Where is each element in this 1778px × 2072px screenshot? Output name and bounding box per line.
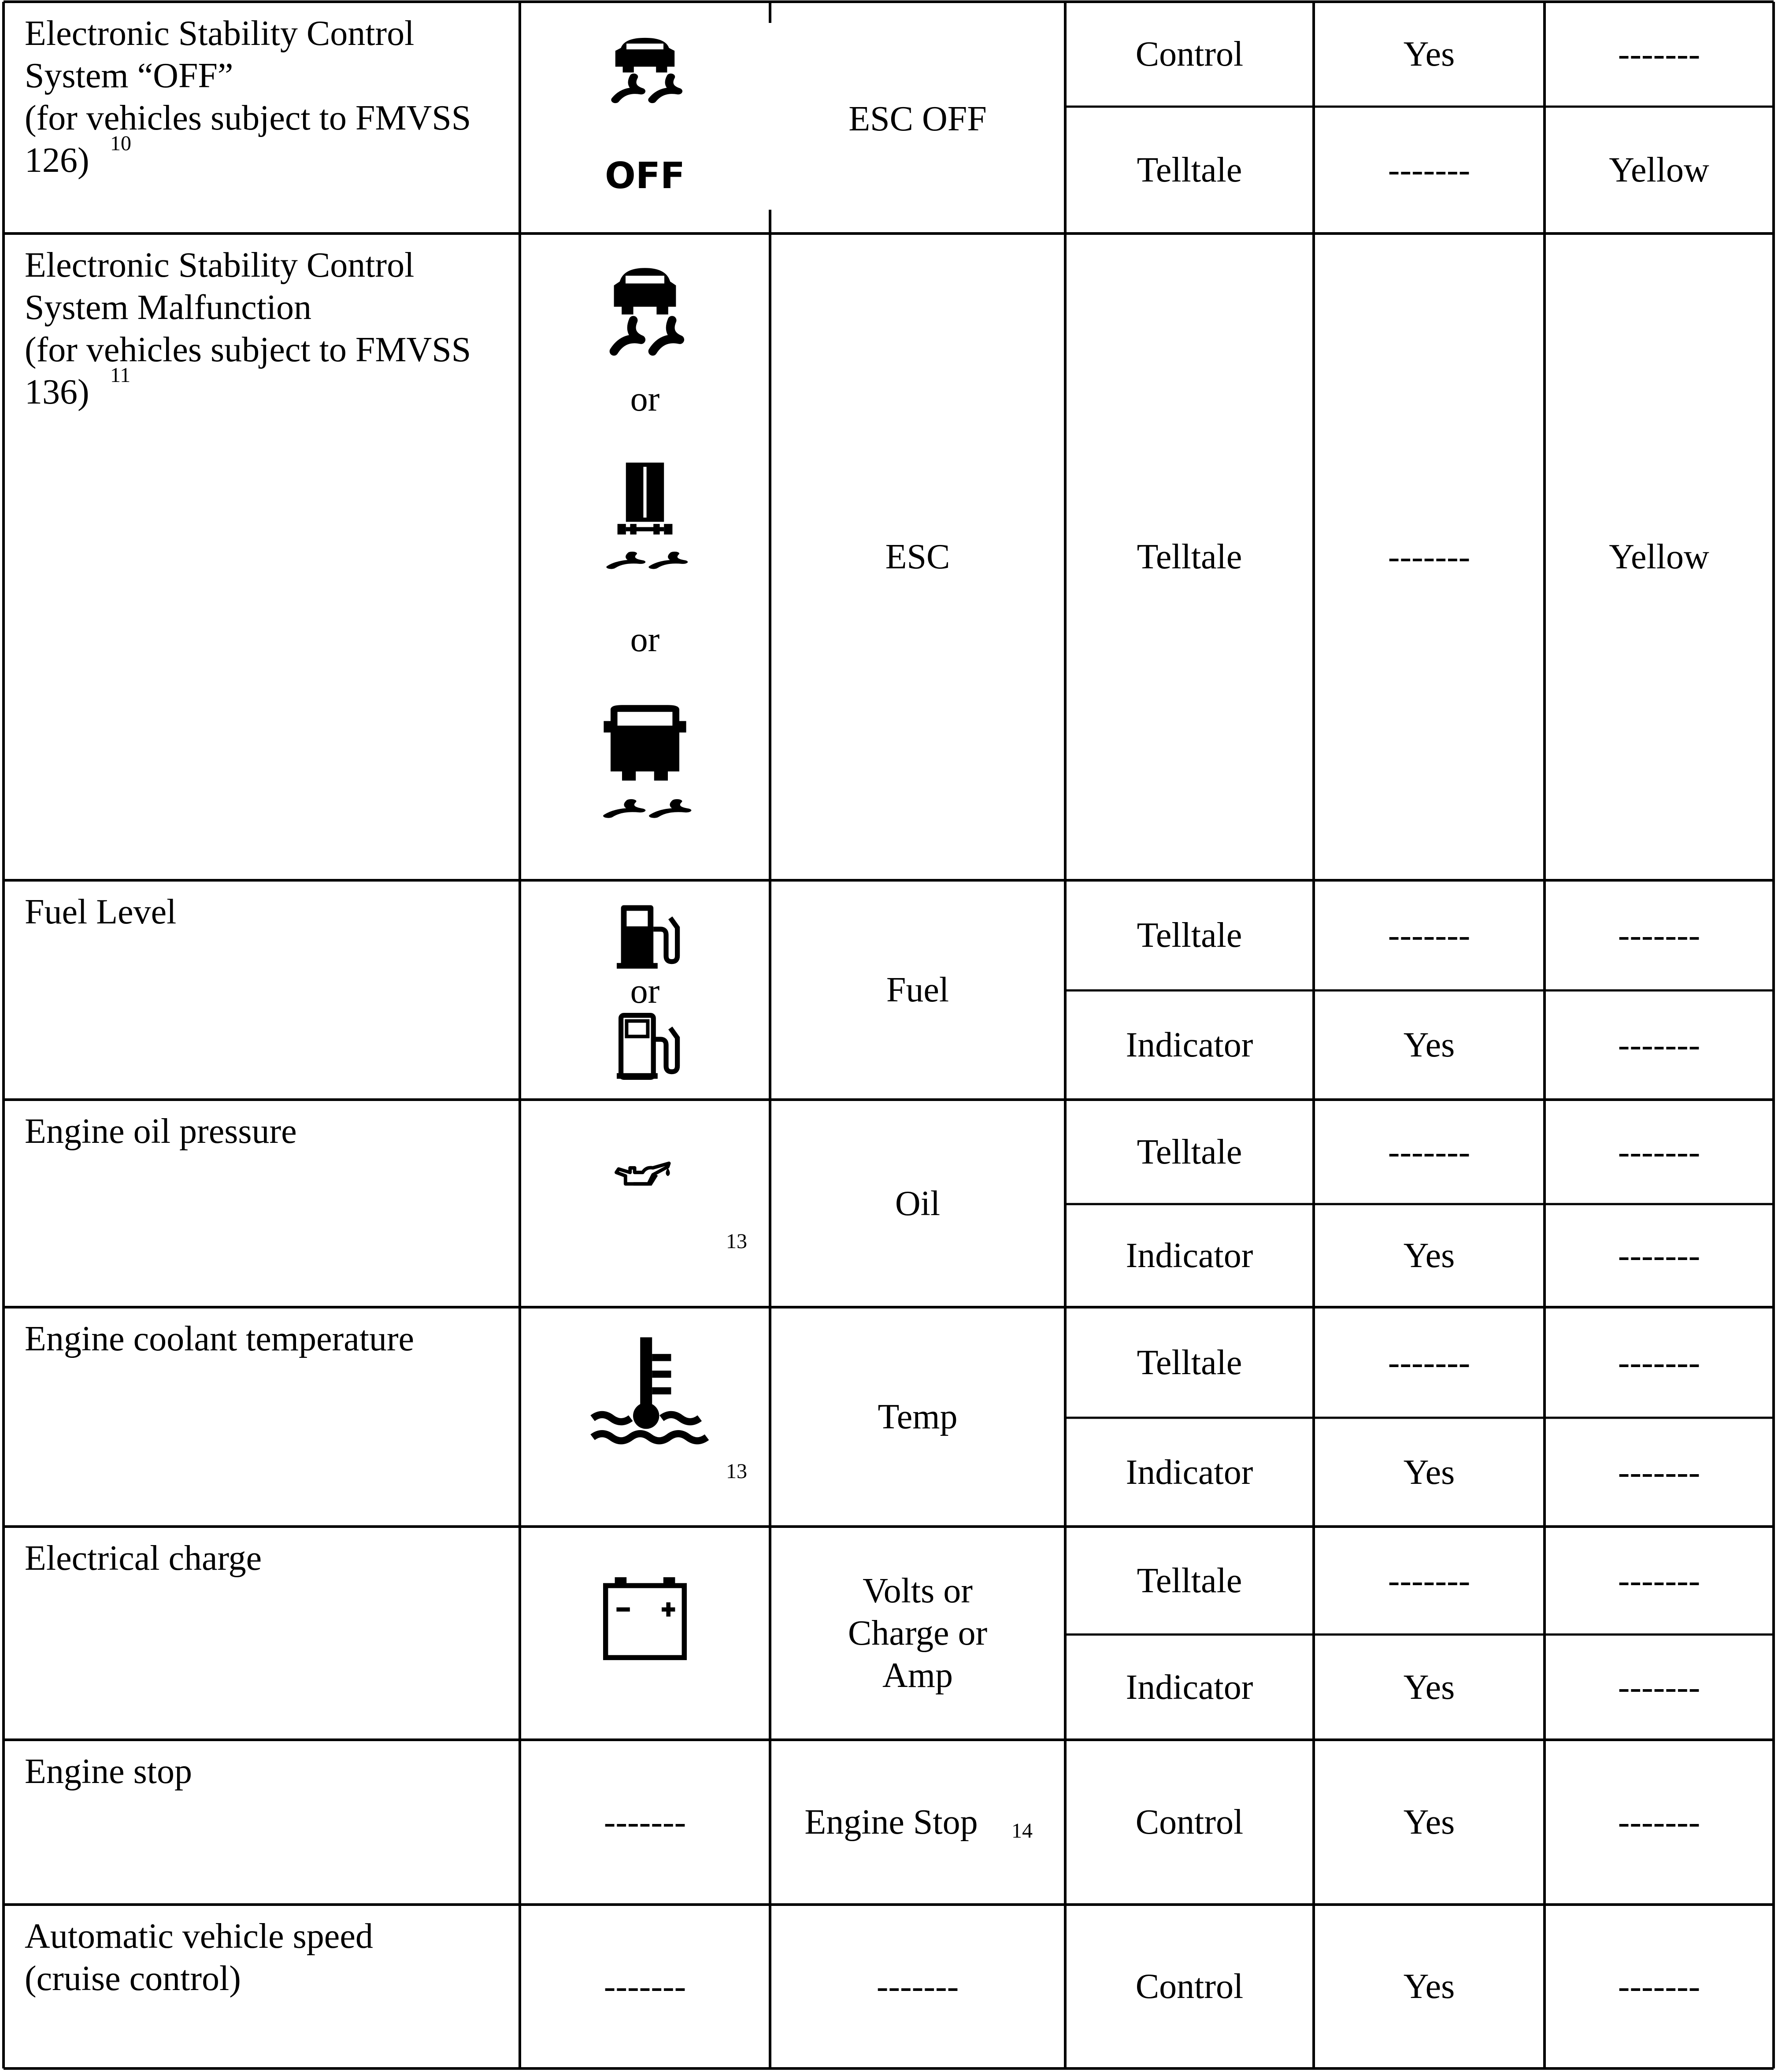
row-description: Engine coolant temperature	[25, 1320, 415, 1358]
esc-off-label: OFF	[605, 155, 685, 197]
illumination-cell: Indicator	[1126, 1668, 1253, 1707]
color-cell: Yellow	[1609, 151, 1709, 189]
color-cell: -------	[1618, 1803, 1700, 1842]
illumination-required-cell: Yes	[1403, 1453, 1455, 1492]
illumination-cell: Telltale	[1137, 1132, 1242, 1171]
color-cell: -------	[1618, 1453, 1700, 1492]
illumination-required-cell: -------	[1388, 537, 1471, 576]
symbol-footnote: 13	[726, 1460, 747, 1483]
illumination-cell: Control	[1135, 35, 1244, 74]
row-description: Electronic Stability Control	[25, 14, 415, 53]
color-cell: -------	[1618, 1236, 1700, 1275]
illumination-cell: Telltale	[1137, 151, 1242, 189]
color-cell: -------	[1618, 1026, 1700, 1064]
color-cell: -------	[1618, 1668, 1700, 1707]
color-cell: -------	[1618, 35, 1700, 74]
illumination-cell: Telltale	[1137, 1561, 1242, 1600]
row-description: (for vehicles subject to FMVSS	[25, 330, 471, 369]
row-description: 136)	[25, 373, 89, 411]
symbol-footnote: 13	[726, 1230, 747, 1253]
words-cell: Amp	[882, 1656, 953, 1695]
row-description: Automatic vehicle speed	[25, 1917, 373, 1956]
illumination-cell: Telltale	[1137, 1343, 1242, 1382]
or-text: or	[630, 380, 660, 419]
words-cell: ESC	[885, 537, 950, 576]
color-cell: -------	[1618, 1132, 1700, 1171]
words-cell: Volts or	[863, 1572, 973, 1610]
row-description: System Malfunction	[25, 288, 312, 327]
illumination-required-cell: Yes	[1403, 1803, 1455, 1842]
color-cell: -------	[1618, 1967, 1700, 2006]
description-footnote: 11	[110, 363, 131, 387]
row-description: 126)	[25, 141, 89, 180]
row-description: Electronic Stability Control	[25, 246, 415, 285]
illumination-required-cell: Yes	[1403, 1236, 1455, 1275]
row-description: Electrical charge	[25, 1539, 262, 1578]
description-footnote: 10	[110, 132, 131, 155]
color-cell: Yellow	[1609, 537, 1709, 576]
illumination-cell: Indicator	[1126, 1453, 1253, 1492]
illumination-cell: Control	[1135, 1967, 1244, 2006]
illumination-required-cell: Yes	[1403, 1026, 1455, 1064]
illumination-cell: Telltale	[1137, 537, 1242, 576]
color-cell: -------	[1618, 1343, 1700, 1382]
row-description: Engine stop	[25, 1752, 192, 1791]
illumination-cell: Indicator	[1126, 1026, 1253, 1064]
row-description: Fuel Level	[25, 893, 177, 931]
illumination-required-cell: Yes	[1403, 35, 1455, 74]
words-cell: Oil	[895, 1184, 941, 1223]
illumination-cell: Control	[1135, 1803, 1244, 1842]
color-cell: -------	[1618, 916, 1700, 955]
illumination-required-cell: Yes	[1403, 1967, 1455, 2006]
illumination-required-cell: -------	[1388, 1343, 1471, 1382]
illumination-cell: Telltale	[1137, 916, 1242, 955]
row-description: (cruise control)	[25, 1959, 241, 1998]
or-text: or	[630, 620, 660, 659]
row-description: System “OFF”	[25, 56, 233, 95]
words-cell: Temp	[878, 1397, 958, 1436]
esc-car-skid-icon	[596, 260, 693, 361]
words-footnote: 14	[1011, 1819, 1033, 1842]
words-cell: ESC OFF	[848, 100, 987, 138]
words-cell: Charge or	[848, 1614, 988, 1653]
row-description: (for vehicles subject to FMVSS	[25, 99, 471, 137]
illumination-required-cell: Yes	[1403, 1668, 1455, 1707]
illumination-required-cell: -------	[1388, 916, 1471, 955]
or-text: or	[630, 972, 660, 1011]
words-cell: Engine Stop	[804, 1803, 978, 1842]
illumination-required-cell: -------	[1388, 1561, 1471, 1600]
fuel-pump-filled-icon	[610, 899, 680, 974]
illumination-required-cell: -------	[1388, 151, 1471, 189]
esc-bus-skid-icon	[588, 670, 702, 850]
symbol-placeholder: -------	[604, 1803, 686, 1842]
illumination-required-cell: -------	[1388, 1132, 1471, 1171]
illumination-cell: Indicator	[1126, 1236, 1253, 1275]
row-description: Engine oil pressure	[25, 1112, 297, 1151]
fuel-pump-outline-icon	[610, 1009, 680, 1084]
color-cell: -------	[1618, 1561, 1700, 1600]
words-cell: Fuel	[886, 971, 949, 1009]
words-cell: -------	[876, 1967, 959, 2006]
symbol-placeholder: -------	[604, 1967, 686, 2006]
